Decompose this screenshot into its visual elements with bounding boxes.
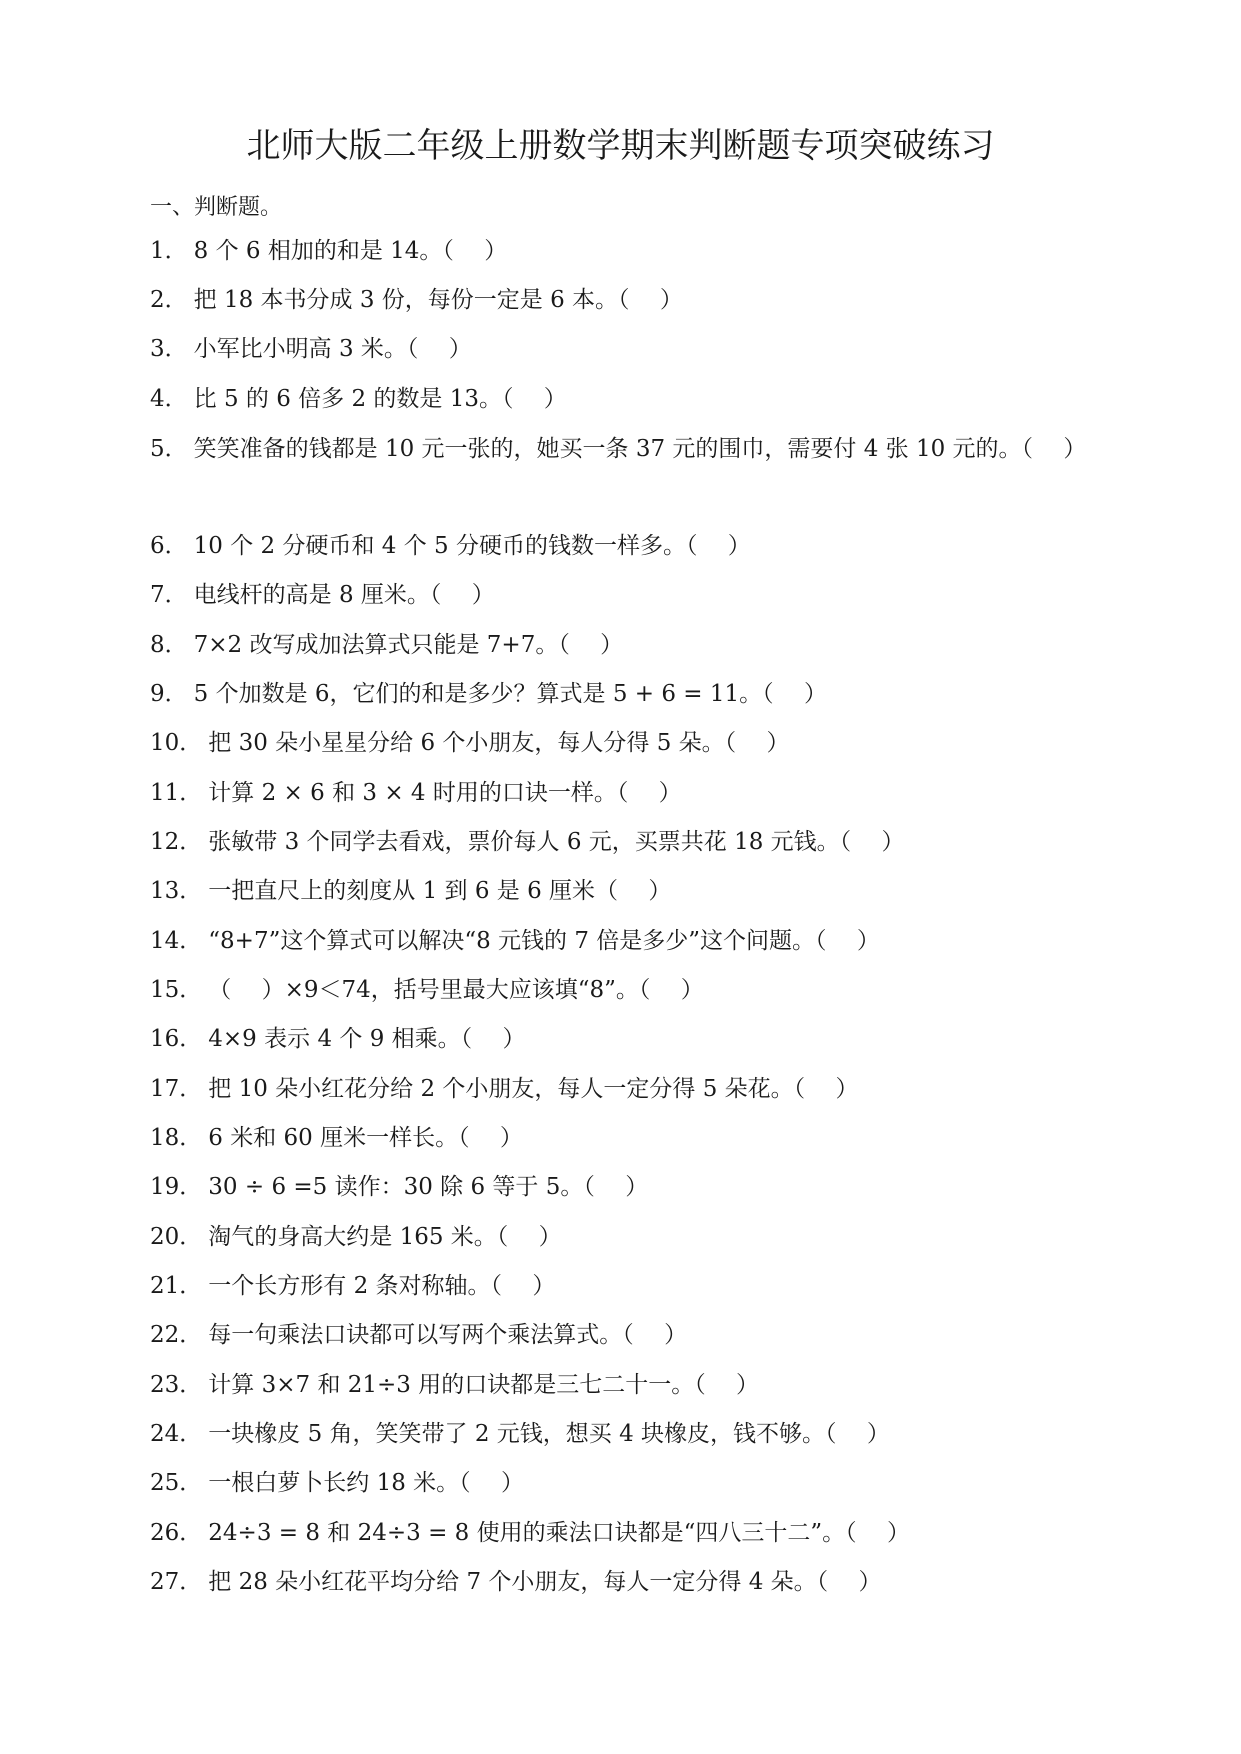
question-item [150,289,1100,312]
question-number: 21． [150,1273,203,1299]
question-item [150,240,1100,263]
question-number: 18． [150,1125,203,1151]
question-item [150,388,1100,411]
question-number: 22． [150,1322,203,1348]
question-text: “8+7”这个算式可以解决“8 元钱的 7 倍是多少”这个问题。（ ） [208,928,880,954]
question-number: 19． [150,1174,203,1200]
question-number: 20． [150,1224,203,1250]
page-title: 北师大版二年级上册数学期末判断题专项突破练习 [246,126,995,166]
question-item [150,1522,1100,1545]
question-text: 6 米和 60 厘米一样长。（ ） [208,1125,523,1151]
question-item [150,782,1100,805]
question-text: 比 5 的 6 倍多 2 的数是 13。（ ） [193,386,567,412]
question-item [150,1374,1100,1397]
question-text: 计算 2 × 6 和 3 × 4 时用的口诀一样。（ ） [208,780,682,806]
question-text: 一个长方形有 2 条对称轴。（ ） [208,1273,556,1299]
question-text: 计算 3×7 和 21÷3 用的口诀都是三七二十一。（ ） [208,1372,760,1398]
question-text: 把 30 朵小星星分给 6 个小朋友，每人分得 5 朵。（ ） [208,730,790,756]
question-number: 6． [150,533,188,559]
question-item [150,979,1100,1002]
question-text: 把 10 朵小红花分给 2 个小朋友，每人一定分得 5 朵花。（ ） [208,1076,859,1102]
question-item [150,1275,1100,1298]
question-number: 25． [150,1470,203,1496]
question-text: 4×9 表示 4 个 9 相乘。（ ） [208,1026,526,1052]
question-item [150,1472,1100,1495]
question-item [150,880,1100,903]
question-number: 9． [150,681,188,707]
question-text: 张敏带 3 个同学去看戏，票价每人 6 元，买票共花 18 元钱。（ ） [208,829,905,855]
question-number: 14． [150,928,203,954]
question-text: 24÷3 = 8 和 24÷3 = 8 使用的乘法口诀都是“四八三十二”。（ ） [208,1520,910,1546]
question-text: 7×2 改写成加法算式只能是 7+7。（ ） [193,632,624,658]
question-item [150,1176,1100,1199]
question-number: 10． [150,730,203,756]
question-text: 把 18 本书分成 3 份，每份一定是 6 本。（ ） [193,287,683,313]
question-item [150,930,1100,953]
question-number: 12． [150,829,203,855]
question-item [150,1078,1100,1101]
question-item [150,831,1100,854]
question-number: 24． [150,1421,203,1447]
question-number: 13． [150,878,203,904]
question-number: 11． [150,780,203,806]
question-text: 一把直尺上的刻度从 1 到 6 是 6 厘米（ ） [208,878,672,904]
question-text: 把 28 朵小红花平均分给 7 个小朋友，每人一定分得 4 朵。（ ） [208,1569,882,1595]
question-number: 4． [150,386,188,412]
question-number: 26． [150,1520,203,1546]
question-number: 2． [150,287,188,313]
question-text: 每一句乘法口诀都可以写两个乘法算式。（ ） [208,1322,688,1348]
question-item [150,683,1100,706]
question-number: 16． [150,1026,203,1052]
question-number: 23． [150,1372,203,1398]
question-item [150,424,1110,474]
question-item [150,732,1100,755]
question-number: 8． [150,632,188,658]
question-item [150,634,1100,657]
section-heading: 一、判断题。 [150,195,283,220]
question-text: 笑笑准备的钱都是 10 元一张的，她买一条 37 元的围巾，需要付 4 张 10 元的。（ ） [193,436,1087,462]
question-item [150,1423,1100,1446]
question-text: 电线杆的高是 8 厘米。（ ） [193,582,495,608]
question-text: 10 个 2 分硬币和 4 个 5 分硬币的钱数一样多。（ ） [193,533,751,559]
question-text: 一根白萝卜长约 18 米。（ ） [208,1470,524,1496]
question-item [150,1324,1100,1347]
question-number: 7． [150,582,188,608]
question-number: 5． [150,436,188,462]
question-number: 3． [150,336,188,362]
question-item [150,1127,1100,1150]
question-item [150,338,1100,361]
question-item [150,1571,1100,1594]
question-item [150,584,1100,607]
question-text: 8 个 6 相加的和是 14。（ ） [193,238,508,264]
question-text: 一块橡皮 5 角，笑笑带了 2 元钱，想买 4 块橡皮，钱不够。（ ） [208,1421,890,1447]
question-number: 17． [150,1076,203,1102]
question-item [150,535,1100,558]
question-number: 1． [150,238,188,264]
question-text: 5 个加数是 6，它们的和是多少？算式是 5 + 6 = 11。（ ） [193,681,827,707]
question-number: 15． [150,977,203,1003]
question-item [150,1028,1100,1051]
question-text: 小军比小明高 3 米。（ ） [193,336,472,362]
question-text: （ ）×9＜74，括号里最大应该填“8”。（ ） [208,977,704,1003]
question-text: 30 ÷ 6 =5 读作：30 除 6 等于 5。（ ） [208,1174,649,1200]
question-number: 27． [150,1569,203,1595]
question-text: 淘气的身高大约是 165 米。（ ） [208,1224,562,1250]
question-item [150,1226,1100,1249]
